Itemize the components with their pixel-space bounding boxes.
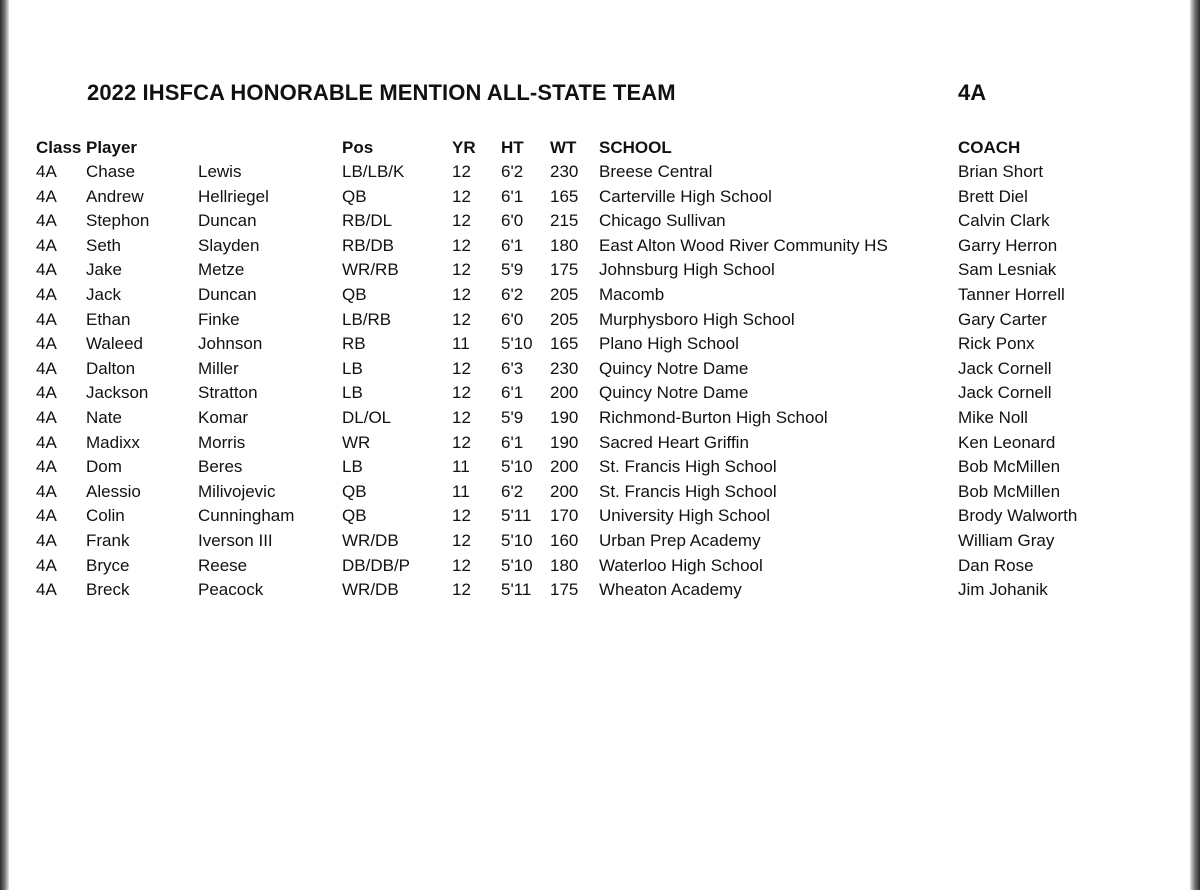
cell-ht: 5'10 — [501, 334, 533, 354]
cell-school: Carterville High School — [599, 186, 772, 206]
table-header — [0, 136, 1200, 160]
cell-pos: DB/DB/P — [342, 555, 411, 575]
header-pos: Pos — [342, 138, 374, 157]
cell-yr: 12 — [452, 260, 471, 280]
table-row — [0, 185, 1200, 209]
table-row — [0, 455, 1200, 479]
cell-last: Reese — [198, 555, 248, 575]
header-ht: HT — [501, 138, 524, 157]
cell-pos: RB — [342, 334, 366, 354]
cell-yr: 12 — [452, 186, 471, 206]
cell-pos: LB — [342, 358, 363, 378]
cell-school: Johnsburg High School — [599, 260, 775, 280]
cell-wt: 160 — [550, 531, 579, 550]
cell-yr: 12 — [452, 432, 471, 452]
cell-coach: Brian Short — [958, 162, 1044, 181]
cell-last: Iverson III — [198, 531, 273, 550]
cell-yr: 12 — [452, 408, 471, 427]
cell-pos: QB — [342, 186, 367, 206]
cell-wt: 230 — [550, 358, 579, 378]
cell-last: Lewis — [198, 162, 242, 181]
cell-pos: LB/RB — [342, 309, 392, 329]
cell-class: 4A — [36, 580, 57, 600]
cell-school: Plano High School — [599, 334, 739, 354]
cell-coach: Bob McMillen — [958, 457, 1061, 477]
cell-class: 4A — [36, 309, 57, 329]
cell-coach: Ken Leonard — [958, 432, 1056, 452]
cell-class: 4A — [36, 260, 57, 280]
cell-first: Ethan — [86, 309, 131, 329]
cell-pos: WR/DB — [342, 580, 399, 600]
cell-last: Morris — [198, 432, 246, 452]
cell-ht: 6'0 — [501, 211, 524, 231]
cell-pos: WR — [342, 432, 371, 452]
table-row — [0, 480, 1200, 504]
cell-pos: QB — [342, 481, 367, 501]
table-row — [0, 504, 1200, 528]
cell-wt: 215 — [550, 211, 579, 231]
cell-school: Murphysboro High School — [599, 309, 795, 329]
cell-ht: 6'1 — [501, 432, 524, 452]
cell-ht: 6'0 — [501, 309, 524, 329]
cell-wt: 200 — [550, 457, 579, 477]
cell-yr: 12 — [452, 531, 471, 550]
cell-yr: 12 — [452, 383, 471, 403]
cell-school: Waterloo High School — [599, 555, 763, 575]
cell-yr: 12 — [452, 235, 471, 255]
cell-last: Beres — [198, 457, 243, 477]
cell-first: Madixx — [86, 432, 140, 452]
cell-ht: 5'11 — [501, 580, 532, 600]
cell-class: 4A — [36, 383, 57, 403]
cell-yr: 12 — [452, 506, 471, 526]
cell-ht: 5'9 — [501, 260, 524, 280]
cell-wt: 180 — [550, 555, 579, 575]
cell-wt: 190 — [550, 432, 579, 452]
header-wt: WT — [550, 138, 577, 157]
cell-class: 4A — [36, 432, 57, 452]
cell-pos: LB — [342, 457, 363, 477]
cell-wt: 205 — [550, 309, 579, 329]
cell-pos: QB — [342, 285, 367, 304]
cell-coach: Calvin Clark — [958, 211, 1050, 231]
cell-first: Nate — [86, 408, 122, 427]
table-row — [0, 431, 1200, 455]
cell-class: 4A — [36, 186, 57, 206]
cell-class: 4A — [36, 506, 57, 526]
cell-last: Johnson — [198, 334, 263, 354]
cell-school: St. Francis High School — [599, 481, 777, 501]
cell-school: Wheaton Academy — [599, 580, 742, 600]
table-row — [0, 381, 1200, 405]
cell-class: 4A — [36, 162, 57, 181]
cell-school: Breese Central — [599, 162, 713, 181]
cell-first: Jake — [86, 260, 122, 280]
cell-coach: Sam Lesniak — [958, 260, 1057, 280]
cell-school: Chicago Sullivan — [599, 211, 726, 231]
cell-school: Quincy Notre Dame — [599, 383, 749, 403]
cell-coach: Jack Cornell — [958, 358, 1052, 378]
cell-coach: Mike Noll — [958, 408, 1028, 427]
cell-school: Quincy Notre Dame — [599, 358, 749, 378]
cell-class: 4A — [36, 235, 57, 255]
cell-coach: Brody Walworth — [958, 506, 1078, 526]
cell-coach: Bob McMillen — [958, 481, 1061, 501]
cell-first: Stephon — [86, 211, 150, 231]
cell-first: Bryce — [86, 555, 130, 575]
cell-pos: QB — [342, 506, 367, 526]
cell-ht: 5'11 — [501, 506, 532, 526]
cell-coach: Gary Carter — [958, 309, 1047, 329]
cell-last: Metze — [198, 260, 245, 280]
cell-wt: 175 — [550, 580, 579, 600]
cell-school: Richmond-Burton High School — [599, 408, 828, 427]
cell-yr: 12 — [452, 162, 471, 181]
cell-wt: 165 — [550, 186, 579, 206]
cell-last: Miller — [198, 358, 239, 378]
cell-class: 4A — [36, 408, 57, 427]
table-row — [0, 283, 1200, 307]
cell-yr: 12 — [452, 580, 471, 600]
cell-pos: RB/DL — [342, 211, 393, 231]
cell-last: Peacock — [198, 580, 264, 600]
cell-first: Alessio — [86, 481, 141, 501]
cell-coach: Brett Diel — [958, 186, 1028, 206]
table-row — [0, 529, 1200, 553]
cell-first: Seth — [86, 235, 121, 255]
cell-yr: 11 — [452, 457, 470, 477]
cell-yr: 11 — [452, 334, 470, 354]
cell-yr: 11 — [452, 481, 470, 501]
table-row — [0, 308, 1200, 332]
table-row — [0, 332, 1200, 356]
cell-wt: 205 — [550, 285, 579, 304]
cell-last: Komar — [198, 408, 249, 427]
cell-wt: 230 — [550, 162, 579, 181]
table-row — [0, 234, 1200, 258]
cell-yr: 12 — [452, 211, 471, 231]
cell-last: Duncan — [198, 285, 257, 304]
header-coach: COACH — [958, 138, 1021, 157]
cell-last: Hellriegel — [198, 186, 269, 206]
cell-coach: Rick Ponx — [958, 334, 1035, 354]
cell-pos: DL/OL — [342, 408, 392, 427]
cell-wt: 165 — [550, 334, 579, 354]
cell-class: 4A — [36, 555, 57, 575]
cell-coach: Dan Rose — [958, 555, 1034, 575]
cell-coach: Garry Herron — [958, 235, 1058, 255]
cell-pos: WR/DB — [342, 531, 399, 550]
cell-class: 4A — [36, 211, 57, 231]
header-school: SCHOOL — [599, 138, 672, 157]
table-row — [0, 406, 1200, 430]
cell-pos: LB — [342, 383, 363, 403]
document-title: 2022 IHSFCA HONORABLE MENTION ALL-STATE TEAM — [87, 80, 676, 105]
cell-first: Dom — [86, 457, 122, 477]
cell-wt: 170 — [550, 506, 579, 526]
cell-ht: 6'1 — [501, 235, 524, 255]
header-player: Player — [86, 138, 138, 157]
cell-class: 4A — [36, 531, 57, 550]
cell-yr: 12 — [452, 309, 471, 329]
cell-school: East Alton Wood River Community HS — [599, 235, 888, 255]
cell-coach: Tanner Horrell — [958, 285, 1065, 304]
cell-first: Jackson — [86, 383, 149, 403]
cell-coach: Jim Johanik — [958, 580, 1048, 600]
cell-coach: William Gray — [958, 531, 1055, 550]
cell-first: Frank — [86, 531, 130, 550]
cell-class: 4A — [36, 457, 57, 477]
cell-class: 4A — [36, 285, 57, 304]
cell-ht: 6'1 — [501, 186, 524, 206]
cell-last: Milivojevic — [198, 481, 276, 501]
cell-school: St. Francis High School — [599, 457, 777, 477]
cell-ht: 5'9 — [501, 408, 524, 427]
cell-wt: 200 — [550, 383, 579, 403]
cell-school: University High School — [599, 506, 771, 526]
cell-ht: 5'10 — [501, 555, 533, 575]
cell-last: Stratton — [198, 383, 258, 403]
cell-ht: 6'1 — [501, 383, 524, 403]
cell-last: Finke — [198, 309, 240, 329]
cell-yr: 12 — [452, 285, 471, 304]
cell-school: Sacred Heart Griffin — [599, 432, 749, 452]
cell-class: 4A — [36, 334, 57, 354]
table-row — [0, 578, 1200, 602]
cell-first: Waleed — [86, 334, 144, 354]
cell-first: Dalton — [86, 358, 136, 378]
cell-pos: RB/DB — [342, 235, 394, 255]
cell-ht: 6'2 — [501, 481, 524, 501]
cell-ht: 6'3 — [501, 358, 524, 378]
cell-first: Colin — [86, 506, 125, 526]
header-class: Class — [36, 138, 82, 157]
cell-pos: WR/RB — [342, 260, 399, 280]
cell-ht: 6'2 — [501, 285, 524, 304]
cell-first: Andrew — [86, 186, 144, 206]
table-row — [0, 209, 1200, 233]
cell-class: 4A — [36, 481, 57, 501]
header-yr: YR — [452, 138, 476, 157]
cell-school: Macomb — [599, 285, 665, 304]
cell-school: Urban Prep Academy — [599, 531, 761, 550]
cell-first: Chase — [86, 162, 136, 181]
cell-wt: 200 — [550, 481, 579, 501]
cell-ht: 5'10 — [501, 531, 533, 550]
cell-coach: Jack Cornell — [958, 383, 1052, 403]
table-row — [0, 160, 1200, 184]
cell-yr: 12 — [452, 358, 471, 378]
class-label: 4A — [958, 80, 987, 105]
cell-last: Cunningham — [198, 506, 295, 526]
cell-wt: 175 — [550, 260, 579, 280]
cell-wt: 190 — [550, 408, 579, 427]
table-row — [0, 258, 1200, 282]
cell-first: Breck — [86, 580, 130, 600]
cell-class: 4A — [36, 358, 57, 378]
cell-ht: 5'10 — [501, 457, 533, 477]
table-row — [0, 554, 1200, 578]
table-row — [0, 357, 1200, 381]
cell-first: Jack — [86, 285, 121, 304]
cell-wt: 180 — [550, 235, 579, 255]
cell-last: Duncan — [198, 211, 257, 231]
cell-pos: LB/LB/K — [342, 162, 405, 181]
cell-last: Slayden — [198, 235, 260, 255]
cell-ht: 6'2 — [501, 162, 524, 181]
cell-yr: 12 — [452, 555, 471, 575]
